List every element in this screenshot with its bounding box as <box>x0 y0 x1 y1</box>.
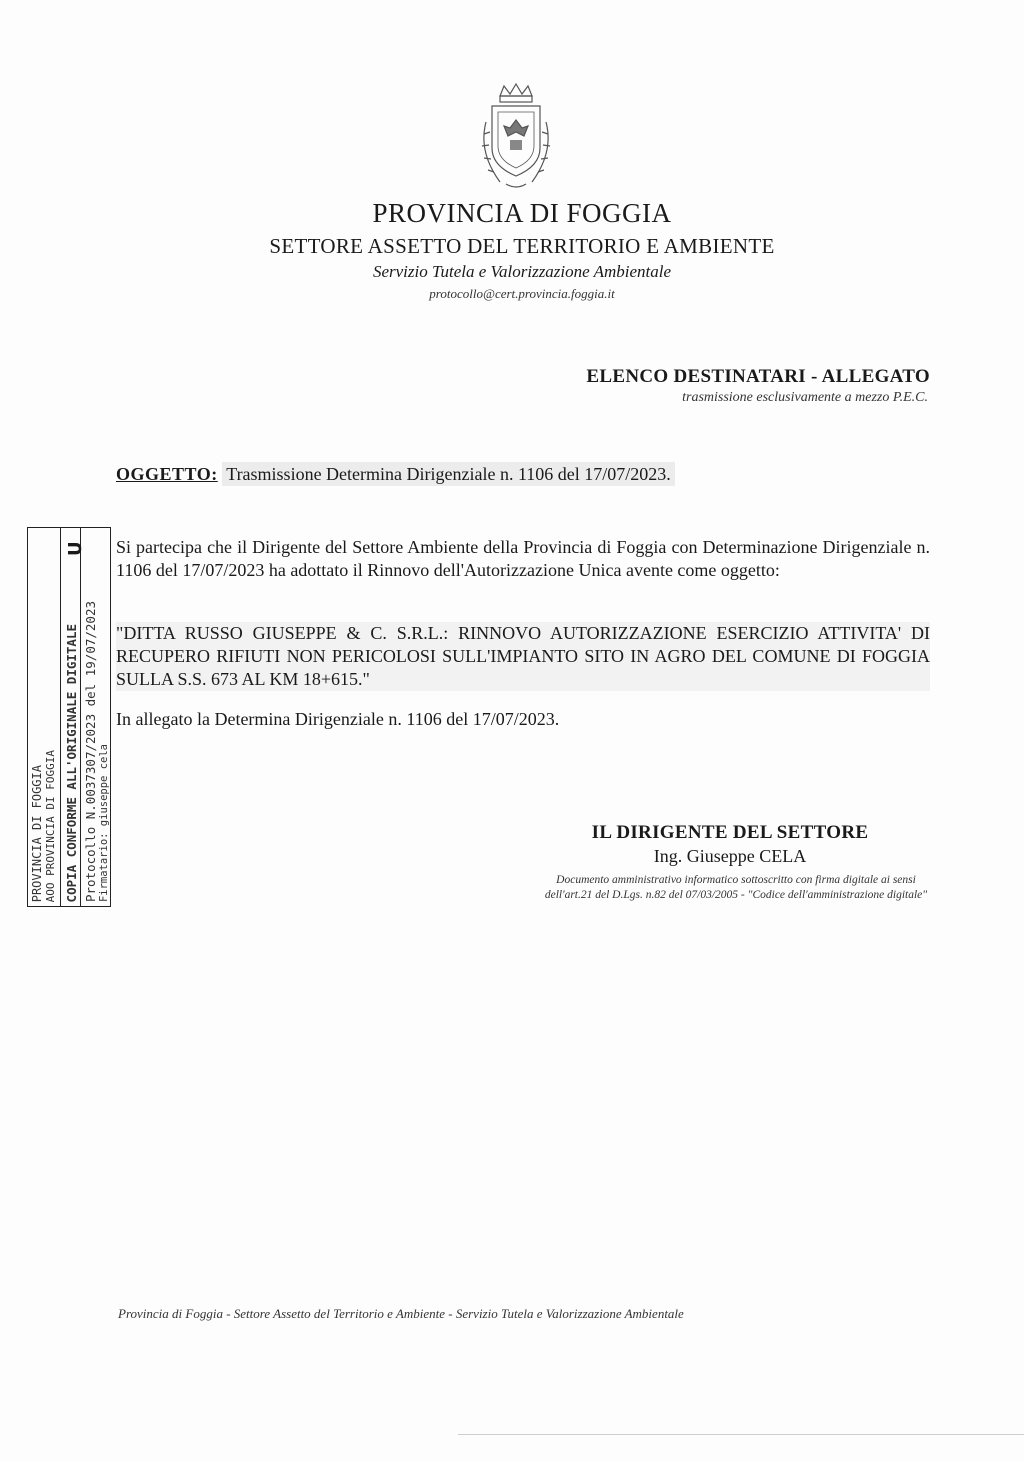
subject-line <box>116 464 675 485</box>
stamp-line-2: AOO PROVINCIA DI FOGGIA <box>44 749 57 902</box>
body-paragraph-2: "DITTA RUSSO GIUSEPPE & C. S.R.L.: RINNOVO AUTORIZZAZIONE ESERCIZIO ATTIVITA' DI RECUPERO RIFIUTI NON PERICOLOSI SULL'IMPIANTO SITO IN AGRO DEL COMUNE DI FOGGIA SULLA S.S. 673 AL KM 18+615." <box>116 623 930 689</box>
coat-of-arms-icon <box>470 82 562 194</box>
stamp-mark: U <box>65 541 86 557</box>
subject-label: OGGETTO: <box>116 464 218 484</box>
stamp-line-1: PROVINCIA DI FOGGIA <box>30 764 44 902</box>
footer-text: Provincia di Foggia - Settore Assetto del Territorio e Ambiente - Servizio Tutela e Valorizzazione Ambientale <box>118 1306 684 1321</box>
stamp-line-3: COPIA CONFORME ALL'ORIGINALE DIGITALE <box>64 623 79 902</box>
signature-note: Documento amministrativo informatico sottoscritto con firma digitale ai sensi dell'art.21 del D.Lgs. n.82 del 07/03/2005 - "Codice dell'amministrazione digitale" <box>544 874 928 901</box>
stamp-divider <box>80 528 81 906</box>
stamp-line-5: Firmatario: giuseppe cela <box>98 743 110 902</box>
recipients-note: trasmissione esclusivamente a mezzo P.E.C. <box>682 390 928 405</box>
scan-artifact-line <box>458 1434 1024 1435</box>
header-settore: SETTORE ASSETTO DEL TERRITORIO E AMBIENTE <box>269 234 775 258</box>
signature-name: Ing. Giuseppe CELA <box>653 846 807 866</box>
stamp-line-4: Protocollo N.0037307/2023 del 19/07/2023 <box>83 600 98 902</box>
body-paragraph-3: In allegato la Determina Dirigenziale n. 1106 del 17/07/2023. <box>116 709 560 729</box>
header-email: protocollo@cert.provincia.foggia.it <box>429 286 615 301</box>
body-paragraph-1: Si partecipa che il Dirigente del Settore Ambiente della Provincia di Foggia con Determinazione Dirigenziale n. 1106 del 17/07/2023 ha adottato il Rinnovo dell'Autorizzazione Unica avente come oggetto: <box>116 537 930 580</box>
recipients-title: ELENCO DESTINATARI - ALLEGATO <box>586 366 930 387</box>
subject-text: Trasmissione Determina Dirigenziale n. 1106 del 17/07/2023. <box>222 462 675 486</box>
protocol-stamp <box>27 527 111 907</box>
stamp-divider <box>60 528 61 906</box>
header-title: PROVINCIA DI FOGGIA <box>372 198 672 228</box>
header-servizio: Servizio Tutela e Valorizzazione Ambientale <box>372 262 672 281</box>
signature-title: IL DIRIGENTE DEL SETTORE <box>591 822 869 843</box>
